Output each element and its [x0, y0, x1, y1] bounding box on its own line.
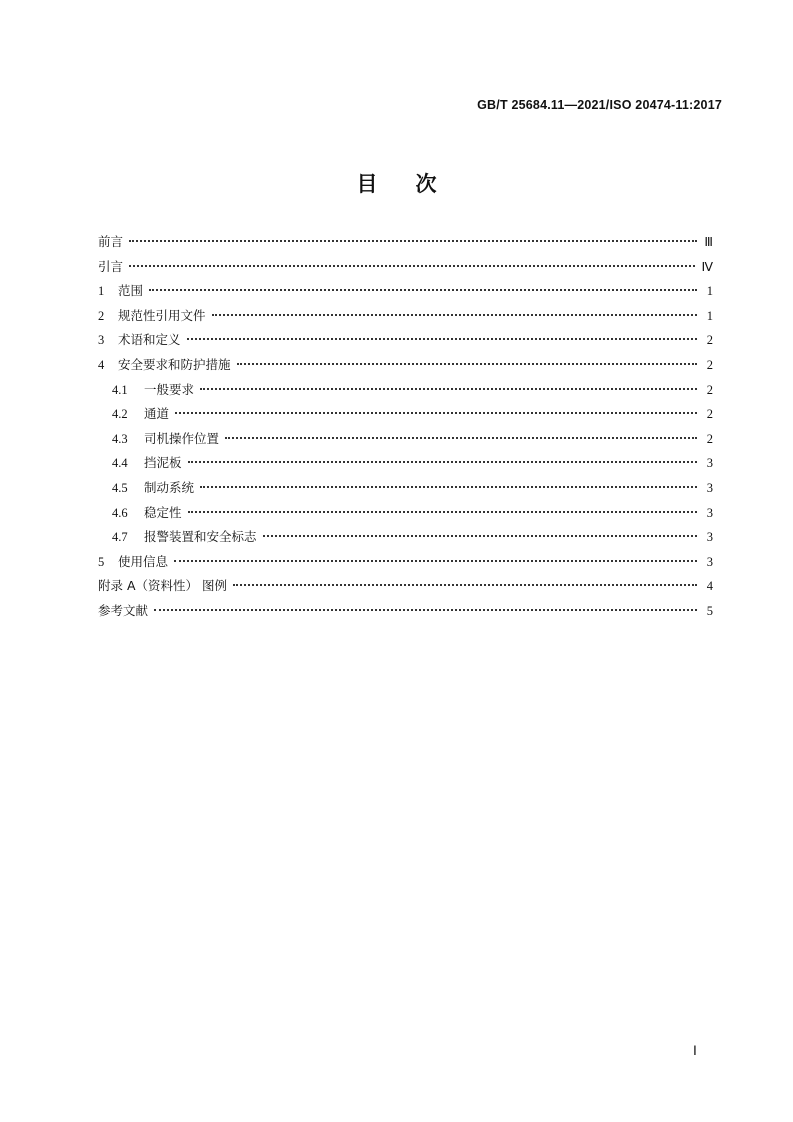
toc-entry-page: 1 [706, 308, 713, 323]
toc-entry-label: 稳定性 [144, 504, 182, 520]
page-title [0, 168, 793, 198]
title-char-2: 次 [415, 172, 437, 196]
dot-leader [188, 461, 697, 463]
toc-entry-label: 通道 [144, 406, 170, 422]
toc-entry[interactable] [98, 527, 713, 552]
toc-entry-page: 2 [706, 333, 713, 348]
toc-entry-page: Ⅳ [701, 259, 713, 274]
dot-leader [188, 511, 697, 513]
toc-entry-label: 一般要求 [144, 381, 195, 397]
toc-entry-number: 4.3 [112, 431, 128, 446]
toc-entry-label: 范围 [118, 283, 144, 299]
toc-entry-number: 4 [98, 357, 105, 372]
toc-entry-number: 4.7 [112, 530, 128, 545]
toc-entry[interactable] [98, 478, 713, 503]
table-of-contents [98, 232, 713, 626]
toc-entry-label: 前言 [98, 234, 124, 249]
toc-entry-label: 司机操作位置 [144, 430, 220, 446]
dot-leader [129, 265, 695, 267]
toc-entry-label: 报警装置和安全标志 [144, 529, 257, 545]
toc-entry-label: 引言 [98, 258, 124, 274]
toc-entry-page: 2 [706, 431, 713, 446]
toc-entry[interactable] [98, 330, 713, 355]
toc-entry-label: 术语和定义 [118, 332, 181, 348]
toc-entry-page: 3 [706, 456, 713, 471]
toc-entry[interactable] [98, 355, 713, 380]
toc-entry-label: 规范性引用文件 [118, 307, 206, 323]
toc-entry-number: 5 [98, 554, 105, 569]
toc-entry-number: 4.5 [112, 480, 128, 495]
toc-entry-page: 3 [706, 480, 713, 495]
toc-entry[interactable] [98, 281, 713, 306]
dot-leader [263, 535, 697, 537]
dot-leader [149, 289, 697, 291]
toc-entry-number: 4.6 [112, 505, 128, 520]
toc-entry-number: 3 [98, 333, 105, 348]
toc-entry[interactable] [98, 306, 713, 331]
dot-leader [237, 363, 697, 365]
toc-entry-label: 挡泥板 [144, 455, 182, 471]
toc-entry[interactable] [98, 404, 713, 429]
toc-entry[interactable] [98, 576, 713, 601]
dot-leader [154, 609, 697, 611]
dot-leader [187, 338, 697, 340]
dot-leader [200, 486, 697, 488]
standard-identifier: GB/T 25684.11—2021/ISO 20474-11:2017 [477, 98, 722, 112]
toc-entry[interactable] [98, 601, 713, 626]
toc-entry-label: 参考文献 [98, 602, 149, 618]
toc-entry-label: 附录 A（资料性） 图例 [98, 578, 227, 594]
dot-leader [175, 412, 697, 414]
toc-entry[interactable] [98, 552, 713, 577]
toc-entry[interactable] [98, 503, 713, 528]
toc-entry-number: 1 [98, 284, 105, 299]
toc-entry-label: 使用信息 [118, 553, 169, 569]
toc-entry[interactable] [98, 232, 713, 257]
page-folio: Ⅰ [693, 1043, 697, 1058]
toc-entry-number: 4.1 [112, 382, 128, 397]
toc-entry[interactable] [98, 380, 713, 405]
dot-leader [129, 240, 697, 242]
dot-leader [200, 388, 697, 390]
toc-entry-number: 4.4 [112, 456, 128, 471]
toc-entry-page: 1 [706, 284, 713, 299]
toc-entry-label: 制动系统 [144, 479, 195, 495]
toc-entry-number: 4.2 [112, 407, 128, 422]
title-char-1: 目 [356, 172, 378, 196]
toc-entry[interactable] [98, 429, 713, 454]
toc-entry[interactable] [98, 453, 713, 478]
toc-entry-page: 2 [706, 357, 713, 372]
toc-entry-page: 3 [706, 554, 713, 569]
dot-leader [225, 437, 697, 439]
toc-entry-label: 安全要求和防护措施 [118, 356, 231, 372]
toc-entry-page: 5 [706, 603, 713, 618]
toc-entry-page: Ⅲ [704, 235, 713, 249]
toc-entry-page: 2 [706, 382, 713, 397]
toc-entry[interactable] [98, 257, 713, 282]
toc-entry-page: 4 [706, 579, 713, 594]
dot-leader [174, 560, 697, 562]
toc-entry-page: 2 [706, 407, 713, 422]
dot-leader [212, 314, 697, 316]
toc-entry-number: 2 [98, 308, 105, 323]
toc-entry-page: 3 [706, 505, 713, 520]
toc-entry-page: 3 [706, 530, 713, 545]
dot-leader [233, 584, 697, 586]
